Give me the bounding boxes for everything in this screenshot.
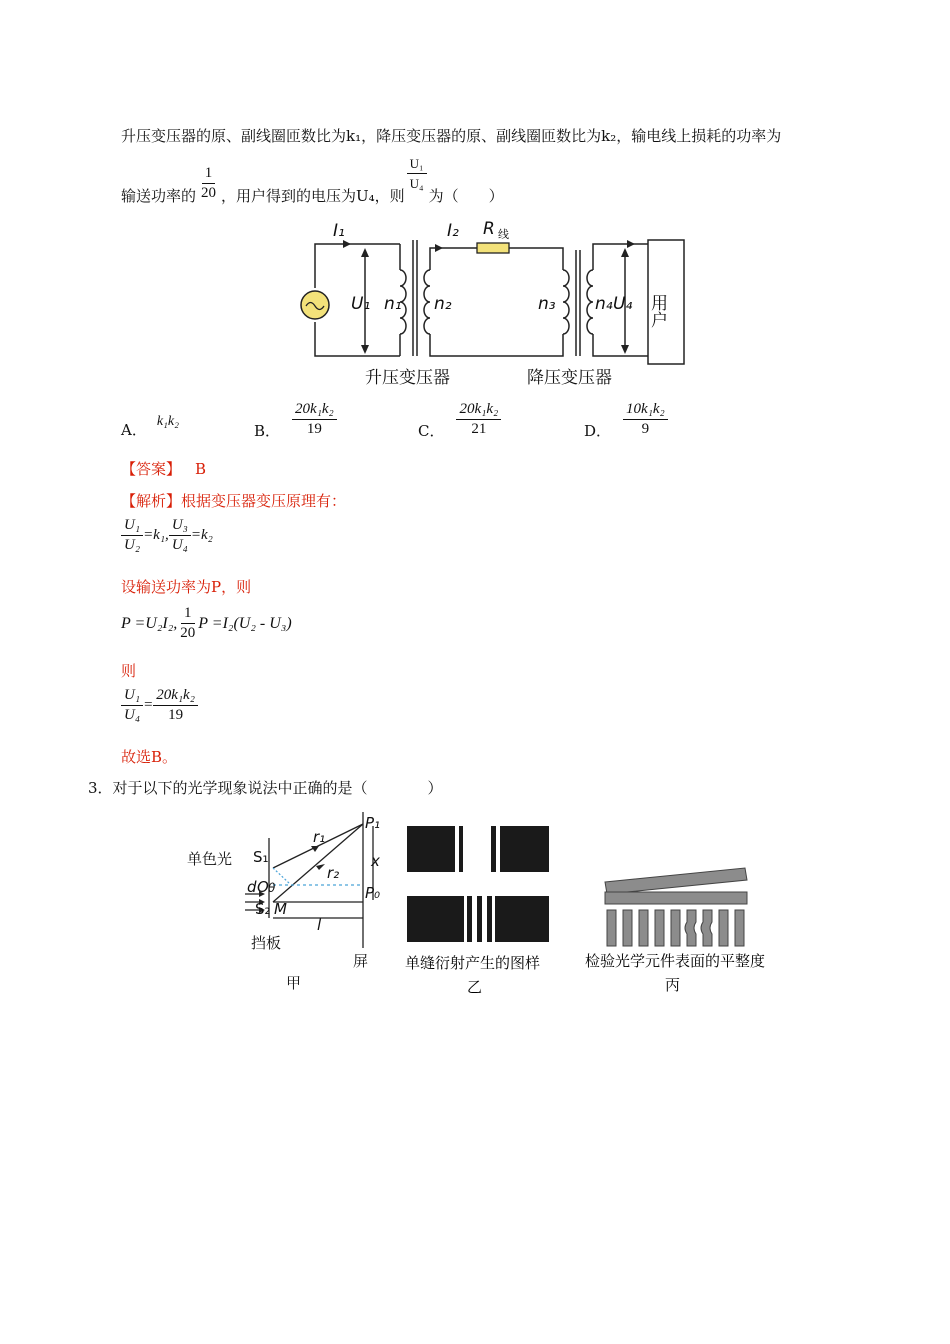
figure-yi-diffraction — [405, 824, 555, 1002]
svg-text:U₁: U₁ — [351, 294, 371, 314]
svg-text:甲: 甲 — [286, 974, 302, 992]
svg-text:U₄: U₄ — [613, 294, 633, 314]
svg-text:M: M — [274, 900, 287, 918]
option-a[interactable]: A． k₁k₂ — [121, 414, 180, 439]
svg-text:降压变压器: 降压变压器 — [527, 368, 612, 388]
target-fraction: $\frac{\text{U₁}}{\text{U₄}}$ — [407, 154, 427, 193]
then-line: 则 — [121, 662, 137, 680]
svg-text:单缝衍射产生的图样: 单缝衍射产生的图样 — [405, 954, 541, 972]
svg-text:丙: 丙 — [665, 976, 681, 994]
svg-text:线: 线 — [498, 228, 509, 241]
answer-line: 【答案】 B — [121, 460, 207, 478]
svg-text:O: O — [257, 878, 269, 896]
svg-text:P₁: P₁ — [365, 814, 381, 832]
svg-text:n₂: n₂ — [434, 294, 452, 314]
svg-text:r₂: r₂ — [327, 864, 340, 882]
equation-1: $\frac{\text{U₁}}{\text{U₂}}$ =k₁, $\frac{\text{U₃}}{\text{U₄}}$ =k₂ — [121, 516, 213, 555]
svg-text:S₁: S₁ — [253, 848, 269, 866]
svg-text:单色光: 单色光 — [187, 850, 233, 868]
svg-text:屏: 屏 — [353, 952, 369, 970]
svg-text:S₂: S₂ — [255, 900, 271, 918]
transformer-circuit-diagram — [295, 212, 695, 392]
equation-3: $\frac{\text{U₁}}{\text{U₄}}$ = $\frac{\text{20k₁k₂}}{19}$ — [121, 686, 198, 725]
choose-line: 故选B。 — [121, 748, 178, 766]
figure-jia-double-slit — [185, 808, 395, 998]
loss-fraction: $\frac{1}{20}$ — [201, 164, 217, 201]
svg-text:r₁: r₁ — [313, 828, 326, 846]
svg-text:l: l — [317, 916, 322, 934]
svg-text:检验光学元件表面的平整度: 检验光学元件表面的平整度 — [585, 952, 766, 970]
equation-2: P =U₂I₂, $\frac{1}{20}$ P =I₂(U₂ - U₃) — [121, 605, 292, 641]
svg-text:升压变压器: 升压变压器 — [365, 368, 450, 388]
let-line: 设输送功率为P，则 — [121, 578, 252, 596]
svg-text:I₂: I₂ — [447, 221, 459, 241]
analysis-line: 【解析】根据变压器变压原理有： — [121, 492, 347, 510]
svg-text:乙: 乙 — [467, 978, 483, 996]
svg-text:d: d — [247, 878, 257, 896]
svg-text:n₃: n₃ — [538, 294, 556, 314]
option-b[interactable]: B． $\frac{\text{20k₁k₂}}{19}$ — [254, 400, 337, 439]
option-d[interactable]: D． $\frac{\text{10k₁k₂}}{9}$ — [584, 400, 668, 439]
figure-bing-flatness — [585, 860, 800, 1000]
option-c[interactable]: C． $\frac{\text{20k₁k₂}}{21}$ — [418, 400, 501, 439]
q2-line2: 输送功率的 $\frac{1}{20}$ ，用户得到的电压为U₄，则 $\frac{\text{U₁}}{\text{U₄}}$ 为（ ） — [121, 155, 504, 205]
svg-text:n₁: n₁ — [384, 294, 402, 314]
svg-text:用户: 用户 — [647, 294, 667, 328]
svg-text:R: R — [483, 219, 495, 239]
svg-text:I₁: I₁ — [333, 221, 345, 241]
svg-text:x: x — [371, 852, 380, 870]
q2-line1: 升压变压器的原、副线圈匝数比为k₁，降压变压器的原、副线圈匝数比为k₂，输电线上损耗的功率为 — [121, 127, 782, 145]
svg-text:θ: θ — [268, 881, 276, 895]
q3-stem: 3．对于以下的光学现象说法中正确的是（ ） — [88, 779, 443, 797]
svg-text:n₄: n₄ — [595, 294, 613, 314]
line-resistor — [477, 243, 509, 253]
svg-text:P₀: P₀ — [365, 884, 381, 902]
svg-text:挡板: 挡板 — [251, 934, 282, 952]
